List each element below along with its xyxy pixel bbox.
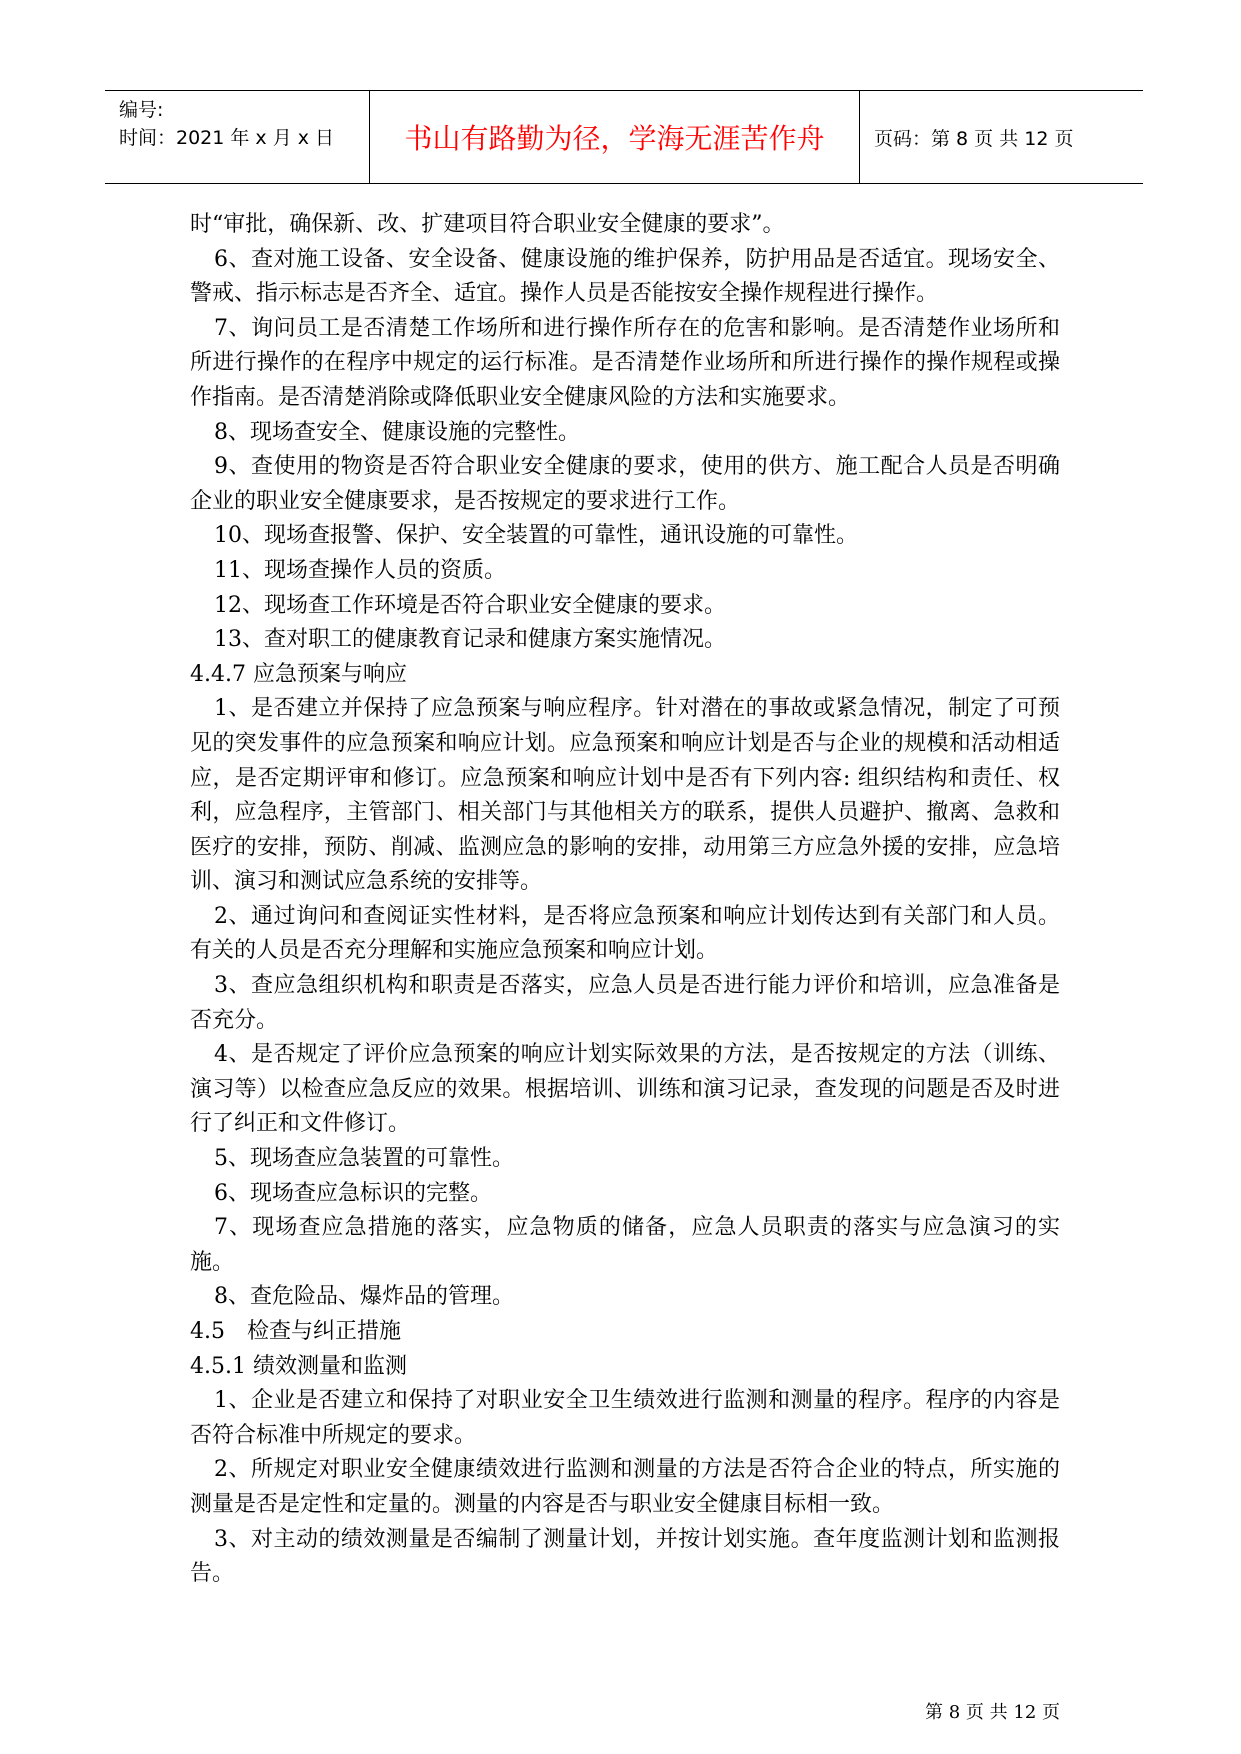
page-header: [105, 90, 1143, 184]
body-paragraph: 7、询问员工是否清楚工作场所和进行操作所存在的危害和影响。是否清楚作业场所和所进行操作的在程序中规定的运行标准。是否清楚作业场所和所进行操作的操作规程或操作指南。是否清楚消除或降低职业安全健康风险的方法和实施要求。: [190, 315, 1060, 410]
section-heading: 4.4.7 应急预案与响应: [190, 661, 407, 687]
body-paragraph: 8、现场查安全、健康设施的完整性。: [214, 419, 580, 445]
body-paragraph: 12、现场查工作环境是否符合职业安全健康的要求。: [214, 592, 726, 618]
header-meta-cell: [105, 91, 370, 183]
body-paragraph: 6、查对施工设备、安全设备、健康设施的维护保养，防护用品是否适宜。现场安全、警戒、指示标志是否齐全、适宜。操作人员是否能按安全操作规程进行操作。: [190, 246, 1060, 307]
document-time-label: 时间：2021 年 x 月 x 日: [119, 127, 335, 149]
body-paragraph: 11、现场查操作人员的资质。: [214, 557, 506, 583]
body-paragraph: 7、现场查应急措施的落实，应急物质的储备，应急人员职责的落实与应急演习的实施。: [190, 1215, 1060, 1275]
header-motto: 书山有路勤为径，学海无涯苦作舟: [404, 122, 825, 155]
section-heading: 4.5 检查与纠正措施: [190, 1319, 401, 1344]
body-paragraph: 3、对主动的绩效测量是否编制了测量计划，并按计划实施。查年度监测计划和监测报告。: [190, 1526, 1060, 1587]
document-number-label: 编号:: [119, 99, 164, 121]
footer-page-number: 第 8 页 共 12 页: [925, 1702, 1060, 1723]
body-paragraph: 2、通过询问和查阅证实性材料，是否将应急预案和响应计划传达到有关部门和人员。有关的人员是否充分理解和实施应急预案和响应计划。: [190, 903, 1060, 964]
body-paragraph: 1、企业是否建立和保持了对职业安全卫生绩效进行监测和测量的程序。程序的内容是否符合标准中所规定的要求。: [190, 1388, 1060, 1448]
header-page-code: 页码：第 8 页 共 12 页: [874, 127, 1074, 150]
body-paragraph: 2、所规定对职业安全健康绩效进行监测和测量的方法是否符合企业的特点，所实施的测量是否是定性和定量的。测量的内容是否与职业安全健康目标相一致。: [190, 1457, 1060, 1517]
body-paragraph: 6、现场查应急标识的完整。: [214, 1180, 492, 1206]
page-footer: [800, 1698, 1060, 1724]
body-paragraph: 5、现场查应急装置的可靠性。: [214, 1146, 514, 1172]
body-paragraph: 3、查应急组织机构和职责是否落实，应急人员是否进行能力评价和培训，应急准备是否充分。: [190, 973, 1060, 1033]
document-body: [190, 208, 1060, 1592]
header-motto-cell: [370, 91, 860, 183]
body-paragraph: 4、是否规定了评价应急预案的响应计划实际效果的方法，是否按规定的方法（训练、演习等）以检查应急反应的效果。根据培训、训练和演习记录，查发现的问题是否及时进行了纠正和文件修订。: [190, 1042, 1060, 1137]
section-heading: 时“审批，确保新、改、扩建项目符合职业安全健康的要求”。: [190, 212, 785, 237]
body-paragraph: 1、是否建立并保持了应急预案与响应程序。针对潜在的事故或紧急情况，制定了可预见的突发事件的应急预案和响应计划。应急预案和响应计划是否与企业的规模和活动相适应，是否定期评审和修订。应急预案和响应计划中是否有下列内容: 组织结构和责任、权利，应急程序，主管部门、相关部门与其他相关方的联系，提供人员避护、撤离、急救和医疗的安排，预防、削减、监测应急的影响的安排，动用第三方应急外援的安排，应急培训、演习和测试应急系统的安排等。: [190, 696, 1060, 895]
section-heading: 4.5.1 绩效测量和监测: [190, 1353, 407, 1379]
body-paragraph: 8、查危险品、爆炸品的管理。: [214, 1284, 514, 1310]
body-paragraph: 9、查使用的物资是否符合职业安全健康的要求，使用的供方、施工配合人员是否明确企业的职业安全健康要求，是否按规定的要求进行工作。: [190, 454, 1060, 514]
body-paragraph: 13、查对职工的健康教育记录和健康方案实施情况。: [214, 627, 726, 653]
header-page-cell: [860, 91, 1143, 183]
body-paragraph: 10、现场查报警、保护、安全装置的可靠性，通讯设施的可靠性。: [214, 523, 858, 549]
